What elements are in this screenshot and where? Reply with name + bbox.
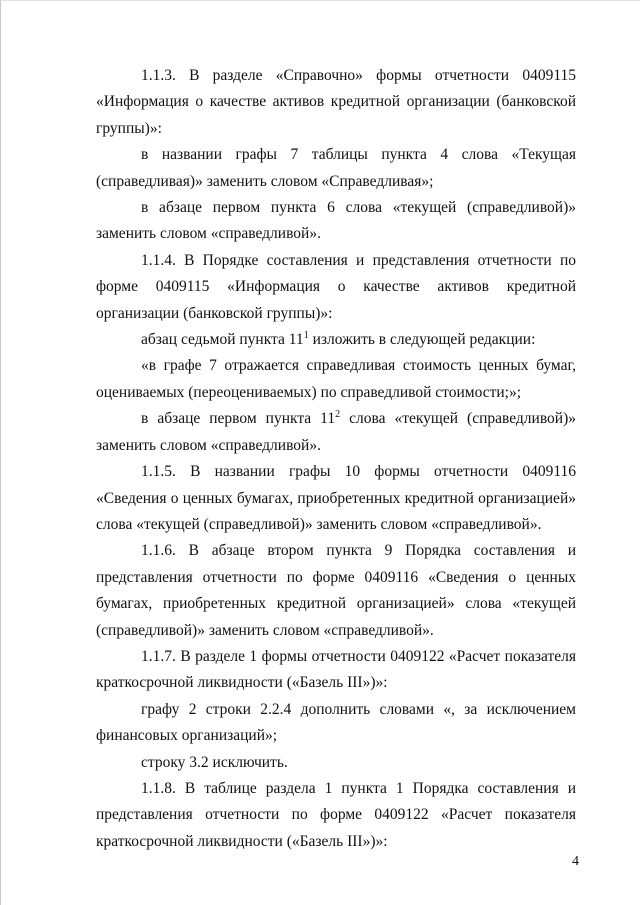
paragraph-item-11-1-text: абзац седьмой пункта 11 [141, 331, 304, 349]
paragraph-item-6-rename: в абзаце первом пункта 6 слова «текущей (справедливой)» заменить словом «справедливой». [96, 199, 576, 243]
paragraph-quote-graph-7: «в графе 7 отражается справедливая стоимость ценных бумаг, оцениваемых (переоцениваемых) по справедливой стоимости;»; [96, 357, 576, 401]
paragraph-item-11-2-text: в абзаце первом пункта 11 [141, 410, 336, 428]
paragraph-1-1-8: 1.1.8. В таблице раздела 1 пункта 1 Порядка составления и представления отчетности по форме 0409122 «Расчет показателя краткосрочной ликвидности («Базель III»)»: [96, 779, 576, 850]
paragraph-row-2-2-4: графу 2 строки 2.2.4 дополнить словами «, за исключением финансовых организаций»; [96, 700, 576, 745]
paragraph-1-1-4: 1.1.4. В Порядке составления и представления отчетности по форме 0409115 «Информация о качестве активов кредитной организации (банковской группы)»: [96, 251, 576, 322]
paragraph-item-11-2-tail: слова «текущей (справедливой)» заменить словом «справедливой». [96, 410, 576, 454]
superscript-2: 2 [335, 409, 341, 421]
paragraph-1-1-5: 1.1.5. В названии графы 10 формы отчетности 0409116 «Сведения о ценных бумагах, приобретенных кредитной организацией» слова «текущей (справедливой)» заменить словом «справедливой». [96, 463, 576, 533]
paragraph-item-11-1-tail: изложить в следующей редакции: [308, 331, 536, 349]
paragraph-graph-7-rename: в названии графы 7 таблицы пункта 4 слова «Текущая (справедливая)» заменить словом «Справедливая»; [96, 146, 576, 190]
document-body [96, 63, 576, 855]
paragraph-1-1-3: 1.1.3. В разделе «Справочно» формы отчетности 0409115 «Информация о качестве активов кредитной организации (банковской группы)»: [96, 67, 576, 137]
paragraph-row-3-2: строку 3.2 исключить. [141, 753, 288, 771]
superscript-1: 1 [303, 330, 309, 342]
paragraph-1-1-6: 1.1.6. В абзаце втором пункта 9 Порядка составления и представления отчетности по форме 0409116 «Сведения о ценных бумагах, приобретенных кредитной организацией» слова «текущей (справедливой)» заменить словом «справедливой». [96, 542, 576, 639]
paragraph-1-1-7: 1.1.7. В разделе 1 формы отчетности 0409122 «Расчет показателя краткосрочной ликвидности («Базель III»)»: [96, 647, 576, 692]
paragraph-item-11-2 [96, 406, 576, 459]
paragraph-item-11-1 [96, 327, 576, 353]
page-number: 4 [572, 854, 579, 869]
